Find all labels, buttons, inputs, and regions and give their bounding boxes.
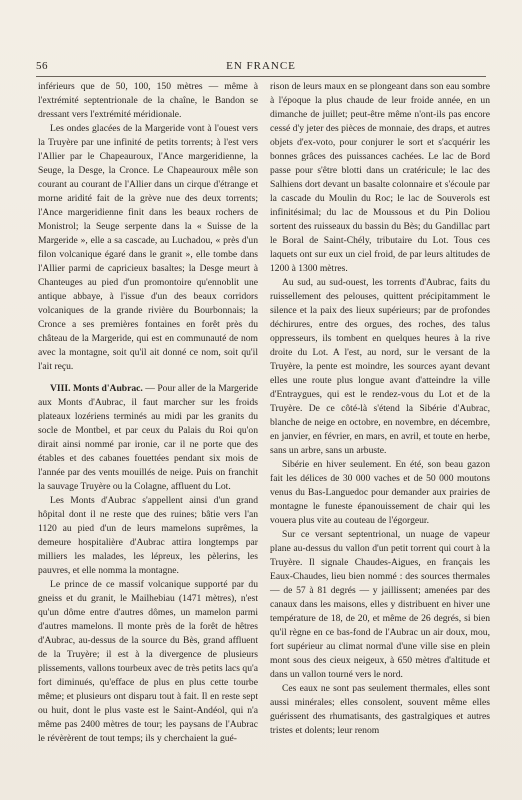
section-spacer xyxy=(38,374,258,382)
left-column xyxy=(38,80,258,746)
paragraph: rison de leurs maux en se plongeant dans son eau sombre à l'époque la plus chaude de leur froide année, en un dimanche de juillet; peut-être même n'ont-ils pas encore cessé d'y jeter des pièces de monnaie, des draps, et autres objets d'ex-voto, pour conjurer le sort et s'acquérir les bonnes grâces des puissances cachées. Le lac de Bord passe pour s'être blotti dans un cratéricule; le lac des Salhiens dort devant un basalte colonnaire et s'écoule par la cascade du Moulin du Roc; le lac de Souverols est infinitésimal; du lac de Moussous et du Pin Doliou sortent des ruisseaux du bassin du Bès; du Gandillac part le Boral de Saint-Chély, tributaire du Lot. Tous ces laquets ont sur eux un ciel froid, de par leurs altitudes de 1200 à 1300 mètres. xyxy=(270,81,490,274)
paragraph: Sur ce versant septentrional, un nuage de vapeur plane au-dessus du vallon d'un petit torrent qui court à la Truyère. Il signale Chaudes-Aigues, en français les Eaux-Chaudes, lieu bien nommé : des sources thermales — de 57 à 81 degrés — y jaillissent; amenées par des canaux dans les maisons, elles y distribuent en hiver une température de 18, de 20, et même de 26 degrés, si bien qu'il règne en ce bas-fond de l'Aubrac un air doux, mou, fort supérieur au climat normal d'une ville sise en plein mont sous des cieux neigeux, à 650 mètres d'altitude et dans un vallon tourné vers le nord. xyxy=(270,529,490,680)
section-text: — Pour aller de la Margeride aux Monts d'Aubrac, il faut marcher sur les froids plateaux lozériens terminés au midi par les granits du socle de Montbel, et par ceux du Palais du Roi qu'on dirait ainsi nommé par ironie, car il ne porte que des étables et des cabanes fouettées pendant six mois de l'année par des vents mouillés de neige. Puis on franchit la sauvage Truyère ou la Colagne, affluent du Lot. xyxy=(38,383,258,492)
page-header xyxy=(36,60,486,74)
paragraph: Les Monts d'Aubrac s'appellent ainsi d'un grand hôpital dont il ne reste que des ruines; bâtie vers l'an 1120 au pied d'un de leurs mamelons suprêmes, la demeure hospitalière d'Aubrac attira longtemps par milliers les malades, les lépreux, les pèlerins, les pauvres, et elle nomma la montagne. xyxy=(38,495,258,576)
running-head: EN FRANCE xyxy=(226,60,296,72)
paragraph: Au sud, au sud-ouest, les torrents d'Aubrac, faits du ruissellement des pelouses, quittent précipitamment le silence et la paix des lieux supérieurs; par de profondes déchirures, entre des orgues, des roches, des talus oppresseurs, ils tombent en quelques heures à la rive droite du Lot. A l'est, au nord, sur le versant de la Truyère, la pente est moindre, les sources ayant devant elles une route plus longue avant d'atteindre la ville d'Entraygues, qui est le rendez-vous du Lot et de la Truyère. De ce côté-là s'étend la Sibérie d'Aubrac, blanche de neige en octobre, en novembre, en décembre, en janvier, en février, en mars, en avril, et toute en herbe, sans un arbre, sans un arbuste. xyxy=(270,277,490,456)
paragraph: Ces eaux ne sont pas seulement thermales, elles sont aussi minérales; elles consolent, souvent même elles guérissent des rhumatisants, des gastralgiques et autres tristes et dolents; leur renom xyxy=(270,683,490,736)
paragraph: Sibérie en hiver seulement. En été, son beau gazon fait les délices de 30 000 vaches et de 50 000 moutons venus du Bas-Languedoc pour demander aux prairies de montagne le funeste épanouissement de chair qui les vouera plus vite au couteau de l'égorgeur. xyxy=(270,459,490,526)
right-column xyxy=(270,80,490,738)
section-title: VIII. Monts d'Aubrac. xyxy=(50,383,143,394)
section-paragraph xyxy=(38,382,258,494)
paragraph: inférieurs que de 50, 100, 150 mètres — même à l'extrémité septentrionale de la chaîne, le Bandon se dressant vers l'extrémité méridionale. xyxy=(38,81,258,120)
paragraph: Le prince de ce massif volcanique supporté par du gneiss et du granit, le Mailhebiau (1471 mètres), n'est qu'un dôme entre d'autres dômes, un mamelon parmi d'autres mamelons. Il monte près de la forêt de hêtres d'Aubrac, au-dessus de la source du Bès, grand affluent de la Truyère; il est à la divergence de plusieurs plissements, vallons tourbeux avec de très petits lacs qu'a fort diminués, qu'efface de plus en plus cette tourbe même; et plusieurs ont disparu tout à fait. Il en reste sept ou huit, dont le plus vaste est le Saint-Andéol, qui n'a même pas 2400 mètres de tour; les paysans de l'Aubrac le révèrèrent de tout temps; ils y cherchaient la gué- xyxy=(38,579,258,744)
header-rule xyxy=(36,76,486,77)
paragraph: Les ondes glacées de la Margeride vont à l'ouest vers la Truyère par une infinité de petits torrents; à l'est vers l'Allier par le Chapeauroux, l'Ance margeridienne, la Seuge, la Desge, la Cronce. Le Chapeauroux mêle son courant au courant de l'Allier dans un cirque d'étrange et morne aridité fait de la grève nue des deux torrents; l'Ance margeridienne finit dans les beaux rochers de Monistrol; la Seuge serpente dans la « Suisse de la Margeride », elle a sa cascade, au Luchadou, « près d'un filon volcanique égaré dans le granit », elle tombe dans l'Allier parmi de capricieux basaltes; la Desge meurt à Chanteuges au pied d'un promontoire qu'ennoblit une antique abbaye, à l'issue d'un des beaux corridors volcaniques de la grande rivière du Bourbonnais; la Cronce a ses premières fontaines en forêt près du château de la Margeride, qui est en communauté de nom avec la montagne, soit qu'il ait donné ce nom, soit qu'il l'ait reçu. xyxy=(38,123,258,372)
page-number: 56 xyxy=(36,60,48,72)
